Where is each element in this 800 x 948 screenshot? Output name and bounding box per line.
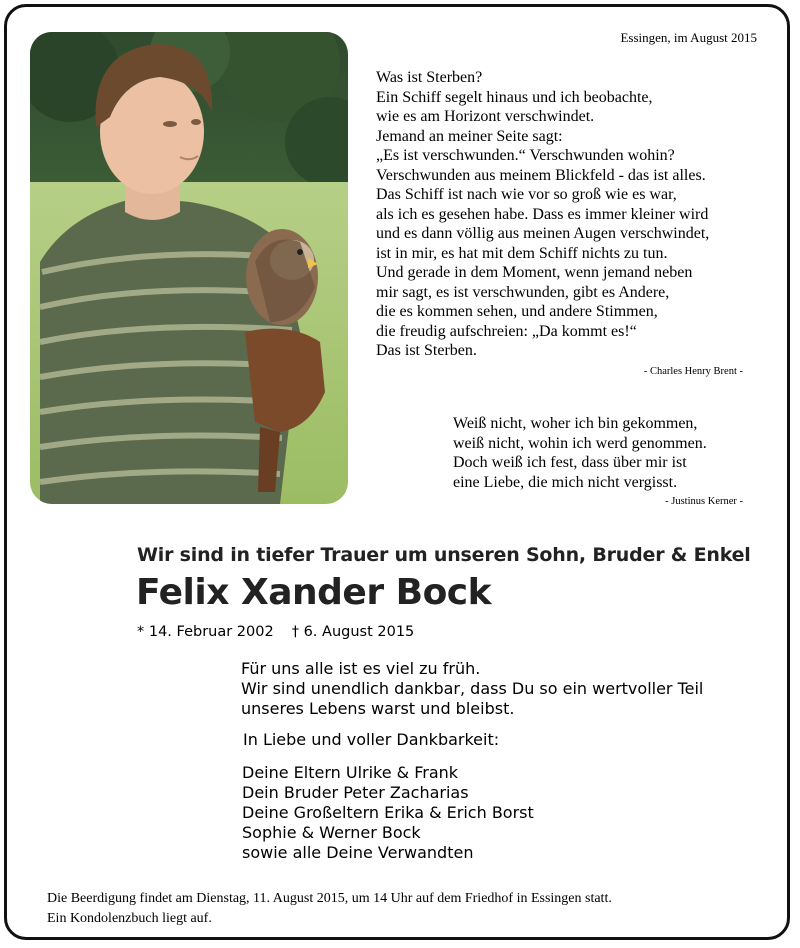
photo-boy-with-falcon bbox=[30, 32, 348, 504]
thanks-line: unseres Lebens warst und bleibst. bbox=[241, 699, 515, 718]
poem-line: „Es ist verschwunden.“ Verschwunden wohin? bbox=[376, 147, 675, 164]
family-item: Dein Bruder Peter Zacharias bbox=[242, 783, 469, 802]
thanks-line: Für uns alle ist es viel zu früh. bbox=[241, 659, 481, 678]
poem-line: Ein Schiff segelt hinaus und ich beobachte, bbox=[376, 88, 653, 106]
verse-line: eine Liebe, die mich nicht vergisst. bbox=[453, 473, 678, 491]
life-dates bbox=[137, 624, 414, 640]
deceased-name: Felix Xander Bock bbox=[136, 572, 492, 613]
poem-line: Das Schiff ist nach wie vor so groß wie es war, bbox=[376, 186, 677, 203]
death-date: † 6. August 2015 bbox=[291, 624, 415, 640]
funeral-line: Ein Kondolenzbuch liegt auf. bbox=[47, 911, 212, 926]
birth-date: * 14. Februar 2002 bbox=[137, 624, 274, 640]
poem-line: Jemand an meiner Seite sagt: bbox=[376, 127, 563, 145]
poem-line: mir sagt, es ist verschwunden, gibt es Andere, bbox=[376, 283, 670, 301]
poem-line: die es kommen sehen, und andere Stimmen, bbox=[376, 303, 658, 320]
verse-line: Doch weiß ich fest, dass über mir ist bbox=[453, 454, 687, 471]
photo-illustration bbox=[30, 32, 348, 504]
verse bbox=[453, 414, 783, 492]
funeral-info bbox=[47, 889, 612, 929]
family-item: Deine Großeltern Erika & Erich Borst bbox=[242, 803, 534, 822]
poem bbox=[376, 68, 766, 361]
funeral-line: Die Beerdigung findet am Dienstag, 11. August 2015, um 14 Uhr auf dem Friedhof in Essingen statt. bbox=[47, 891, 612, 906]
dateline: Essingen, im August 2015 bbox=[620, 30, 757, 45]
family-item: Sophie & Werner Bock bbox=[242, 823, 421, 842]
poem-line: Und gerade in dem Moment, wenn jemand neben bbox=[376, 264, 693, 281]
thanks-text bbox=[241, 659, 703, 719]
poem-line: Verschwunden aus meinem Blickfeld - das ist alles. bbox=[376, 166, 706, 184]
poem-line: die freudig aufschreien: „Da kommt es!“ bbox=[376, 322, 637, 340]
verse-line: Weiß nicht, woher ich bin gekommen, bbox=[453, 415, 698, 432]
family-list bbox=[242, 763, 534, 863]
poem-line: Was ist Sterben? bbox=[376, 69, 483, 86]
poem-line: als ich es gesehen habe. Dass es immer kleiner wird bbox=[376, 205, 709, 223]
love-line: In Liebe und voller Dankbarkeit: bbox=[243, 730, 500, 749]
poem-line: ist in mir, es hat mit dem Schiff nichts zu tun. bbox=[376, 244, 668, 262]
verse-attribution: - Justinus Kerner - bbox=[665, 496, 743, 507]
poem-attribution: - Charles Henry Brent - bbox=[643, 366, 743, 377]
family-item: Deine Eltern Ulrike & Frank bbox=[242, 763, 459, 782]
poem-line: und es dann völlig aus meinen Augen verschwindet, bbox=[376, 225, 710, 242]
family-item: sowie alle Deine Verwandten bbox=[242, 843, 474, 862]
poem-line: Das ist Sterben. bbox=[376, 342, 477, 359]
verse-line: weiß nicht, wohin ich werd genommen. bbox=[453, 434, 707, 452]
poem-line: wie es am Horizont verschwindet. bbox=[376, 108, 595, 125]
mourning-line: Wir sind in tiefer Trauer um unseren Sohn, Bruder & Enkel bbox=[137, 544, 751, 566]
thanks-line: Wir sind unendlich dankbar, dass Du so ein wertvoller Teil bbox=[241, 679, 704, 698]
